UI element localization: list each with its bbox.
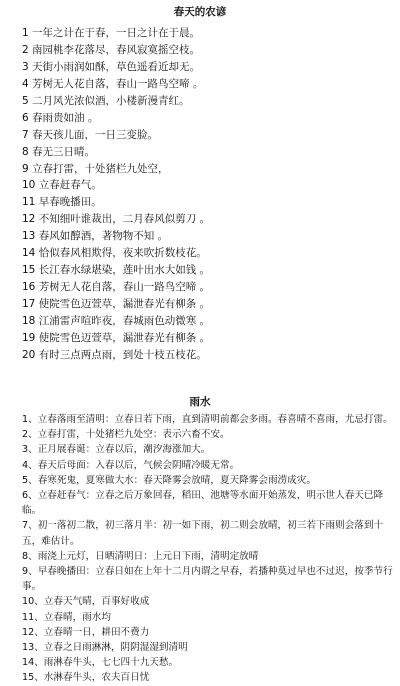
proverb-item: 15 长江春水绿堪染，莲叶出水大如钱 。 <box>22 264 211 277</box>
rain-proverb-item: 9、早春晚播田：立春日如在上年十二月内谓之早春，若播种莫过早也不过迟，按季节行事。 <box>22 566 393 593</box>
rain-proverb-item: 15、水淋春牛头，农夫百日忧 <box>22 672 150 684</box>
rain-proverb-item: 10、立春天气晴，百事好收成 <box>22 596 150 608</box>
proverb-item: 2 南园桃李花落尽，春风寂寞摇空枝。 <box>22 43 201 56</box>
section-title-spring-proverbs: 春天的农谚 <box>173 6 227 18</box>
proverb-item: 20 有时三点两点雨，到处十枝五枝花。 <box>22 348 207 361</box>
proverb-item: 4 芳树无人花自落，春山一路鸟空啼 。 <box>22 77 204 90</box>
rain-proverb-item: 6、立春赶春气：立春之后万象回春，稻田、池塘等水面开始蒸发，明示世人春天已降临。 <box>22 490 384 517</box>
rain-proverb-item: 5、春寒死鬼，夏寒做大水：春天降雾会放晴，夏天降雾会雨涝成灾。 <box>22 474 316 486</box>
proverb-item: 6 春雨贵如油 。 <box>22 111 99 124</box>
proverb-item: 1 一年之计在于春，一日之计在于晨。 <box>22 27 201 39</box>
proverb-item: 8 春无三日晴。 <box>22 145 96 158</box>
proverb-item: 7 春天孩儿面，一日三变脸。 <box>22 128 159 141</box>
rain-proverb-item: 12、立春晴一日，耕田不费力 <box>22 626 150 638</box>
proverb-item: 9 立春打雷，十处猪栏九处空， <box>22 162 169 175</box>
proverb-item: 19 使院雪色迈萱草，漏泄春光有柳条 。 <box>22 331 211 344</box>
rain-proverb-item: 2、立春打雷，十处猪栏九处空：表示六畜不安。 <box>22 429 230 441</box>
rain-water-proverbs-list <box>22 412 396 686</box>
rain-proverb-item: 4、春天后母面：入春以后，气候会阴晴冷暖无常。 <box>22 459 240 471</box>
rain-proverb-item: 7、初一落初二散，初三落月半：初一如下雨，初二则会放晴，初三若下雨则会落到十五，难估计。 <box>22 520 384 547</box>
proverb-item: 13 春风如醇酒，著物物不知 。 <box>22 230 169 243</box>
rain-proverb-item: 14、雨淋春牛头，七七四十九天愁。 <box>22 657 179 669</box>
proverb-item: 12 不知细叶谁裁出，二月春风似剪刀 。 <box>22 213 211 226</box>
proverb-item: 18 江浦雷声喧昨夜，春城雨色动微寒 。 <box>22 314 211 327</box>
proverb-item: 16 芳树无人花自落，春山一路鸟空啼 。 <box>22 281 211 294</box>
proverb-item: 11 早春晚播田。 <box>22 196 102 209</box>
rain-proverb-item: 11、立春晴，雨水均 <box>22 611 111 623</box>
rain-proverb-item: 3、正月展春诞：立春以后，潮汐海涨加大。 <box>22 444 211 456</box>
rain-proverb-item: 13、立春之日雨淋淋，阴阴湿湿到清明 <box>22 642 188 654</box>
proverb-item: 17 使院雪色迈萱草，漏泄春光有柳条 。 <box>22 298 211 310</box>
spring-proverbs-list <box>22 25 394 364</box>
section-title-rain-water: 雨水 <box>189 396 211 408</box>
proverb-item: 10 立春赶春气。 <box>22 179 102 192</box>
rain-proverb-item: 1、立春落雨至清明：立春日若下雨，直到清明前都会多雨。春喜晴不喜雨，尤忌打雷。 <box>22 414 393 425</box>
proverb-item: 14 恰似春风相欺得，夜来吹折数枝花。 <box>22 247 207 260</box>
proverb-item: 5 二月风光浓似酒，小楼新漫青红。 <box>22 94 190 107</box>
proverb-item: 3 天街小雨润如酥，草色遥看近却无。 <box>22 60 201 73</box>
rain-proverb-item: 8、雨浇上元灯，日晒清明日：上元日下雨，清明定放晴 <box>22 550 259 562</box>
